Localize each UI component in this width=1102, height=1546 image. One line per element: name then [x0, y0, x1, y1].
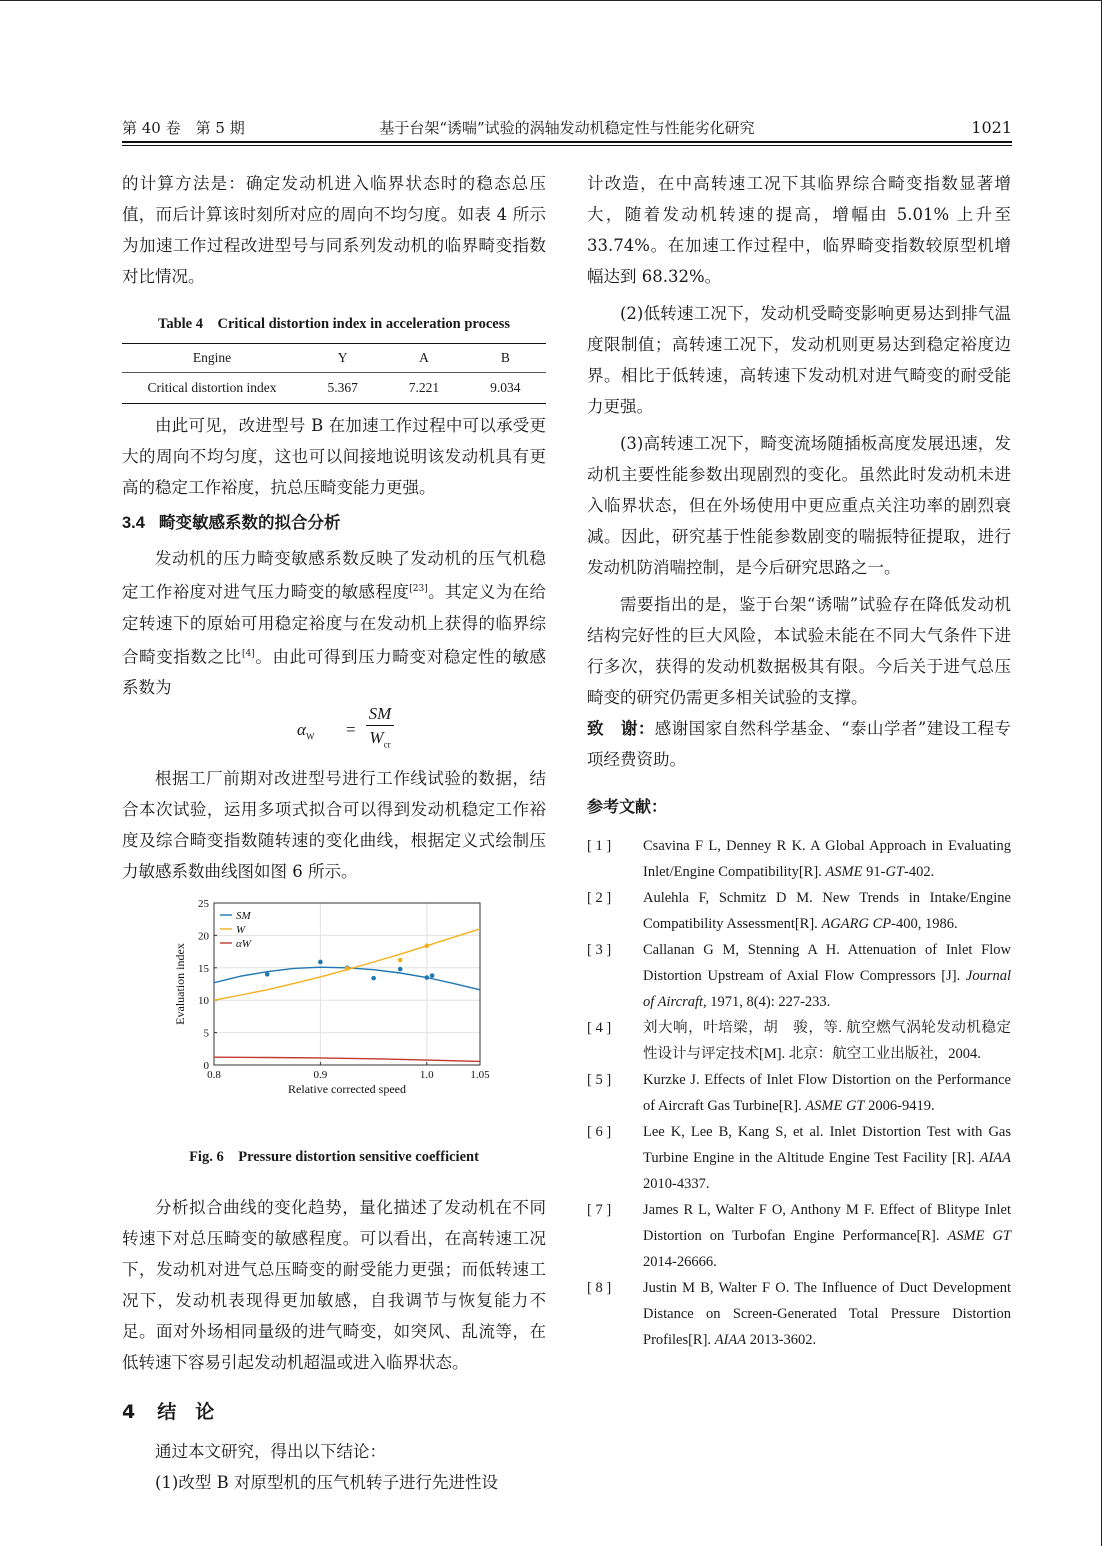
x-tick-label: 1.0 [419, 1069, 434, 1081]
reference-text: Csavina F L, Denney R K. A Global Approach in Evaluating Inlet/Engine Compatibility[R]. ASME 91-GT-402. [643, 838, 1011, 880]
header-rule-thick [122, 141, 1012, 143]
table-header-cell: A [383, 344, 464, 373]
section-number: 3.4 [122, 514, 145, 532]
x-tick-label: 0.8 [207, 1069, 221, 1081]
paragraph: 通过本文研究，得出以下结论： [155, 1442, 386, 1461]
reference-text: James R L, Walter F O, Anthony M F. Effect of Blitype Inlet Distortion on Turbofan Engine Performance[R]. ASME GT 2014-26666. [643, 1202, 1011, 1270]
data-point-SM [318, 960, 323, 965]
formula-alpha-w [122, 703, 546, 763]
table-header-cell: Y [302, 344, 383, 373]
reference-number: [ 3 ] [587, 942, 612, 958]
page-number: 1021 [971, 118, 1012, 137]
reference-text: Aulehla F, Schmitz D M. New Trends in Intake/Engine Compatibility Assessment[R]. AGARG CP-400, 1986. [643, 890, 1011, 932]
citation: [23] [409, 584, 428, 594]
y-tick-label: 20 [198, 930, 209, 943]
citation: [4] [241, 648, 255, 659]
series-line-W [214, 929, 480, 1000]
paragraph: 计改造，在中高转速工况下其临界综合畸变指数显著增大，随着发动机转速的提高，增幅由 5.01% 上升至 33.74%。在加速工作过程中，临界畸变指数较原型机增幅达到 68.32%。 [587, 174, 1011, 286]
reference-item [587, 1119, 1011, 1197]
formula-symbol: α [297, 720, 306, 739]
reference-text: Kurzke J. Effects of Inlet Flow Distortion on the Performance of Aircraft Gas Turbine[R]. ASME GT 2006-9419. [643, 1072, 1011, 1114]
reference-number: [ 7 ] [587, 1202, 612, 1218]
y-tick-label: 25 [198, 898, 209, 910]
text-span: 。其定义为在给定转速下的原始可用稳定裕度与在发动机上获得的临界综合畸变指数之比 [122, 582, 547, 666]
reference-item [587, 833, 1011, 885]
reference-number: [ 6 ] [587, 1124, 612, 1140]
reference-number: [ 8 ] [587, 1280, 612, 1296]
data-point-W [398, 958, 403, 963]
reference-item [587, 1197, 1011, 1275]
left-column [122, 168, 546, 1498]
x-tick-label: 0.9 [313, 1069, 328, 1081]
data-point-SM [398, 967, 403, 972]
running-head [122, 117, 1012, 141]
formula-fraction [366, 703, 394, 756]
paragraph: (3)高转速工况下，畸变流场随插板高度发展迅速，发动机主要性能参数出现剧烈的变化。虽然此时发动机未进入临界状态，但在外场使用中更应重点关注功率的剧烈衰减。因此，研究基于性能参数剧变的喘振特征提取，进行发动机防消喘控制，是今后研究思路之一。 [587, 434, 1011, 577]
volume-issue: 第 40 卷 第 5 期 [122, 119, 245, 137]
reference-number: [ 2 ] [587, 890, 612, 906]
table-row [122, 373, 546, 404]
data-point-W [425, 943, 430, 948]
formula-equals: = [346, 720, 356, 739]
table-cell: 5.367 [302, 373, 383, 404]
section-title: 畸变敏感系数的拟合分析 [158, 513, 341, 532]
y-tick-label: 5 [203, 1027, 209, 1040]
data-point-SM [371, 976, 376, 981]
header-rule-thin [122, 145, 1012, 146]
paragraph: 的计算方法是：确定发动机进入临界状态时的稳态总压值，而后计算该时刻所对应的周向不均匀度。如表 4 所示为加速工作过程改进型号与同系列发动机的临界畸变指数对比情况。 [122, 174, 546, 286]
x-tick-label: 1.05 [470, 1069, 490, 1081]
formula-subscript: W [305, 731, 315, 742]
formula-denominator [366, 726, 394, 756]
reference-item [587, 1015, 1011, 1067]
reference-item [587, 937, 1011, 1015]
formula-subscript: cr [383, 739, 391, 750]
reference-item [587, 1275, 1011, 1353]
reference-number: [ 5 ] [587, 1072, 612, 1088]
right-column [587, 168, 1011, 1353]
data-point-W [345, 966, 350, 971]
paragraph [122, 543, 546, 703]
running-title: 基于台架“诱喘”试验的涡轴发动机稳定性与性能劣化研究 [379, 119, 755, 137]
section-number: 4 [122, 1401, 136, 1423]
formula-symbol: W [369, 728, 384, 747]
paragraph: 根据工厂前期对改进型号进行工作线试验的数据，结合本次试验，运用多项式拟合可以得到发动机稳定工作裕度及综合畸变指数随转速的变化曲线，根据定义式绘制压力敏感系数曲线图如图 6 所示。 [122, 769, 546, 881]
table-cell: 9.034 [465, 373, 546, 404]
legend-label: αW [236, 938, 251, 950]
legend-label: W [236, 924, 246, 936]
formula-numerator: SM [366, 703, 394, 726]
data-point-SM [425, 975, 430, 980]
x-axis-label: Relative corrected speed [288, 1082, 406, 1096]
table-caption: Table 4 Critical distortion index in acceleration process [157, 316, 510, 332]
table-4 [122, 343, 546, 404]
text-span: 发动机的压力畸变敏感系数反映了发动机的压气机稳定工作裕度对进气压力畸变的敏感程度 [122, 549, 546, 602]
y-tick-label: 0 [203, 1060, 209, 1072]
reference-list [587, 833, 1011, 1353]
table-header-cell: B [465, 344, 546, 373]
reference-item [587, 885, 1011, 937]
formula-lhs [297, 720, 314, 741]
paragraph: 分析拟合曲线的变化趋势，量化描述了发动机在不同转速下对总压畸变的敏感程度。可以看出，在高转速工况下，发动机对进气总压畸变的耐受能力更强；而低转速工况下，发动机表现得更加敏感，自我调节与恢复能力不足。面对外场相同量级的进气畸变，如突风、乱流等，在低转速下容易引起发动机超温或进入临界状态。 [122, 1198, 546, 1372]
y-tick-label: 15 [198, 962, 209, 975]
paragraph: 需要指出的是，鉴于台架“诱喘”试验存在降低发动机结构完好性的巨大风险，本试验未能在不同大气条件下进行多次，获得的发动机数据极其有限。今后关于进气总压畸变的研究仍需更多相关试验的支撑。 [587, 595, 1011, 707]
reference-text: Callanan G M, Stenning A H. Attenuation of Inlet Flow Distortion Upstream of Axial Flow Compressors [J]. Journal of Aircraft, 1971, 8(4): 227-233. [643, 942, 1011, 1010]
table-header-cell: Engine [122, 344, 302, 373]
chart-svg [122, 893, 546, 1143]
ack-text: 感谢国家自然科学基金、“泰山学者”建设工程专项经费资助。 [587, 719, 1011, 769]
y-tick-label: 10 [198, 995, 209, 1008]
table-header-row [122, 344, 546, 373]
text-span: 。由此可得到压力畸变对稳定性的敏感系数为 [122, 647, 547, 697]
table-cell: 7.221 [383, 373, 464, 404]
figure-6 [122, 893, 546, 1143]
reference-text: Lee K, Lee B, Kang S, et al. Inlet Distortion Test with Gas Turbine Engine in the Altitude Engine Test Facility [R]. AIAA 2010-4337. [643, 1124, 1011, 1192]
reference-item [587, 1067, 1011, 1119]
reference-text: Justin M B, Walter F O. The Influence of Duct Development Distance on Screen-Generated Total Pressure Distortion Profiles[R]. AIAA 2013-3602. [643, 1280, 1011, 1348]
paragraph: (1)改型 B 对原型机的压气机转子进行先进性设 [155, 1473, 498, 1492]
references-heading: 参考文献： [587, 797, 668, 816]
figure-caption: Fig. 6 Pressure distortion sensitive coefficient [189, 1149, 479, 1165]
table-cell: Critical distortion index [122, 373, 302, 404]
ack-label: 致 谢： [587, 719, 655, 738]
acknowledgement [587, 713, 1011, 775]
page-top-border [0, 0, 1102, 1]
reference-text: 刘大响，叶培梁，胡 骏，等. 航空燃气涡轮发动机稳定性设计与评定技术[M]. 北京：航空工业出版社，2004. [643, 1020, 1011, 1062]
y-axis-label: Evaluation index [173, 943, 187, 1025]
data-point-SM [265, 972, 270, 977]
paragraph: (2)低转速工况下，发动机受畸变影响更易达到排气温度限制值；高转速工况下，发动机则更易达到稳定裕度边界。相比于低转速，高转速下发动机对进气畸变的耐受能力更强。 [587, 304, 1011, 416]
reference-number: [ 4 ] [587, 1020, 612, 1036]
section-heading-4 [122, 1396, 546, 1428]
plot-frame [214, 903, 480, 1065]
section-heading-3-4 [122, 507, 546, 539]
reference-number: [ 1 ] [587, 838, 612, 854]
series-line-αW [214, 1057, 480, 1061]
section-title: 结 论 [157, 1401, 215, 1423]
legend-label: SM [236, 910, 251, 922]
paragraph: 由此可见，改进型号 B 在加速工作过程中可以承受更大的周向不均匀度，这也可以间接地说明该发动机具有更高的稳定工作裕度，抗总压畸变能力更强。 [122, 416, 546, 497]
data-point-SM [430, 973, 435, 978]
